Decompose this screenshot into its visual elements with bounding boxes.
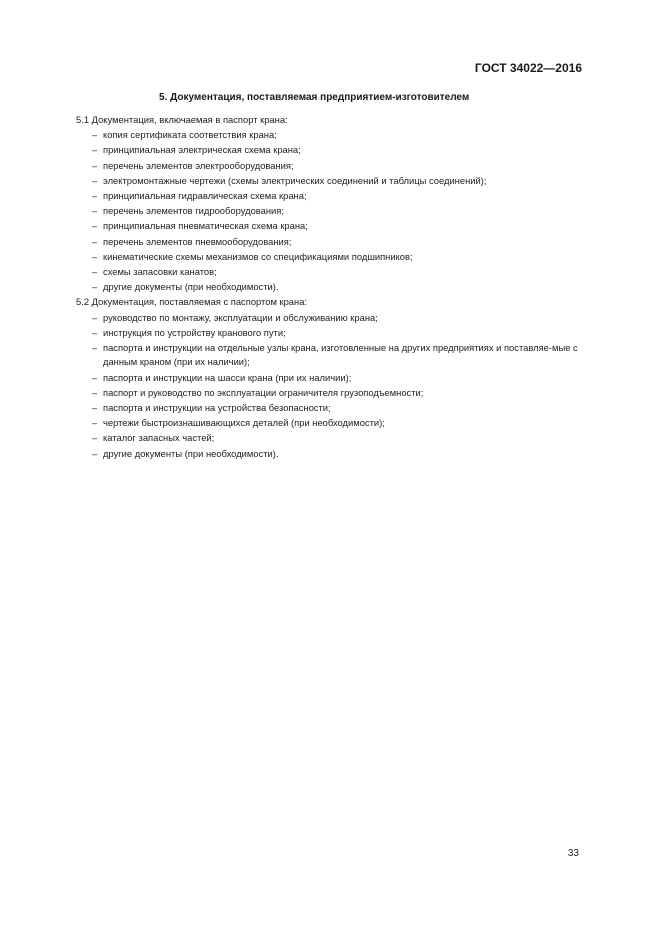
list-item [76, 415, 590, 430]
list-item [76, 310, 590, 325]
dash-marker: – [92, 402, 98, 414]
clause-heading-5-2: 5.2 Документация, поставляемая с паспортом крана: [76, 296, 308, 308]
dash-marker: – [92, 342, 98, 354]
dash-marker: – [92, 129, 98, 141]
list-item-text: копия сертификата соответствия крана; [103, 129, 277, 141]
document-code: ГОСТ 34022—2016 [474, 61, 582, 75]
list-item-text: инструкция по устройству кранового пути; [103, 326, 286, 338]
dash-marker: – [92, 432, 98, 444]
document-body [76, 112, 590, 461]
list-item [76, 385, 590, 400]
list-item-text: паспорта и инструкции на отдельные узлы крана, изготовленные на других предприятиях и поставляе-мые с данным краном (при их наличии); [103, 342, 578, 367]
list-item-text: схемы запасовки канатов; [103, 266, 217, 278]
list-item-text: чертежи быстроизнашивающихся деталей (при необходимости); [103, 417, 385, 429]
list-item [76, 142, 590, 157]
dash-marker: – [92, 371, 98, 383]
list-item-text: принципиальная электрическая схема крана; [103, 144, 301, 156]
list-item-text: кинематические схемы механизмов со спецификациями подшипников; [103, 250, 413, 262]
clause-5-1-list [76, 127, 590, 294]
dash-marker: – [92, 159, 98, 171]
section-heading: 5. Документация, поставляемая предприятием-изготовителем [159, 92, 470, 103]
list-item [76, 400, 590, 415]
list-item [76, 203, 590, 218]
list-item [76, 234, 590, 249]
list-item [76, 279, 590, 294]
clause-heading-5-1: 5.1 Документация, включаемая в паспорт крана: [76, 114, 288, 125]
dash-marker: – [92, 205, 98, 217]
list-item [76, 218, 590, 233]
dash-marker: – [92, 220, 98, 232]
list-item-text: перечень элементов пневмооборудования; [103, 235, 292, 247]
list-item-text: принципиальная пневматическая схема крана; [103, 220, 308, 232]
list-item-text: паспорта и инструкции на устройства безопасности; [103, 402, 331, 414]
dash-marker: – [92, 144, 98, 156]
list-item [76, 158, 590, 173]
dash-marker: – [92, 281, 98, 293]
list-item [76, 264, 590, 279]
dash-marker: – [92, 386, 98, 398]
page-number: 33 [567, 848, 579, 859]
list-item-text: другие документы (при необходимости). [103, 281, 279, 293]
list-item [76, 173, 590, 188]
dash-marker: – [92, 417, 98, 429]
list-item [76, 370, 590, 385]
list-item [76, 430, 590, 445]
list-item-text: руководство по монтажу, эксплуатации и обслуживанию крана; [103, 311, 378, 323]
list-item-text: паспорта и инструкции на шасси крана (при их наличии); [103, 371, 352, 383]
list-item-text: перечень элементов электрооборудования; [103, 159, 294, 171]
list-item [76, 446, 590, 461]
clause-5-2-list [76, 310, 590, 461]
list-item-text: паспорт и руководство по эксплуатации ограничителя грузоподъемности; [103, 386, 424, 398]
dash-marker: – [92, 235, 98, 247]
list-item [76, 127, 590, 142]
dash-marker: – [92, 250, 98, 262]
list-item-text: другие документы (при необходимости). [103, 447, 279, 459]
list-item-text: принципиальная гидравлическая схема крана; [103, 190, 307, 202]
dash-marker: – [92, 447, 98, 459]
dash-marker: – [92, 174, 98, 186]
list-item-text: каталог запасных частей; [103, 432, 215, 444]
list-item [76, 249, 590, 264]
dash-marker: – [92, 190, 98, 202]
list-item [76, 188, 590, 203]
list-item-text: электромонтажные чертежи (схемы электрических соединений и таблицы соединений); [103, 174, 487, 186]
list-item [76, 340, 590, 370]
list-item [76, 325, 590, 340]
list-item-text: перечень элементов гидрооборудования; [103, 205, 284, 217]
dash-marker: – [92, 311, 98, 323]
dash-marker: – [92, 326, 98, 338]
dash-marker: – [92, 266, 98, 278]
